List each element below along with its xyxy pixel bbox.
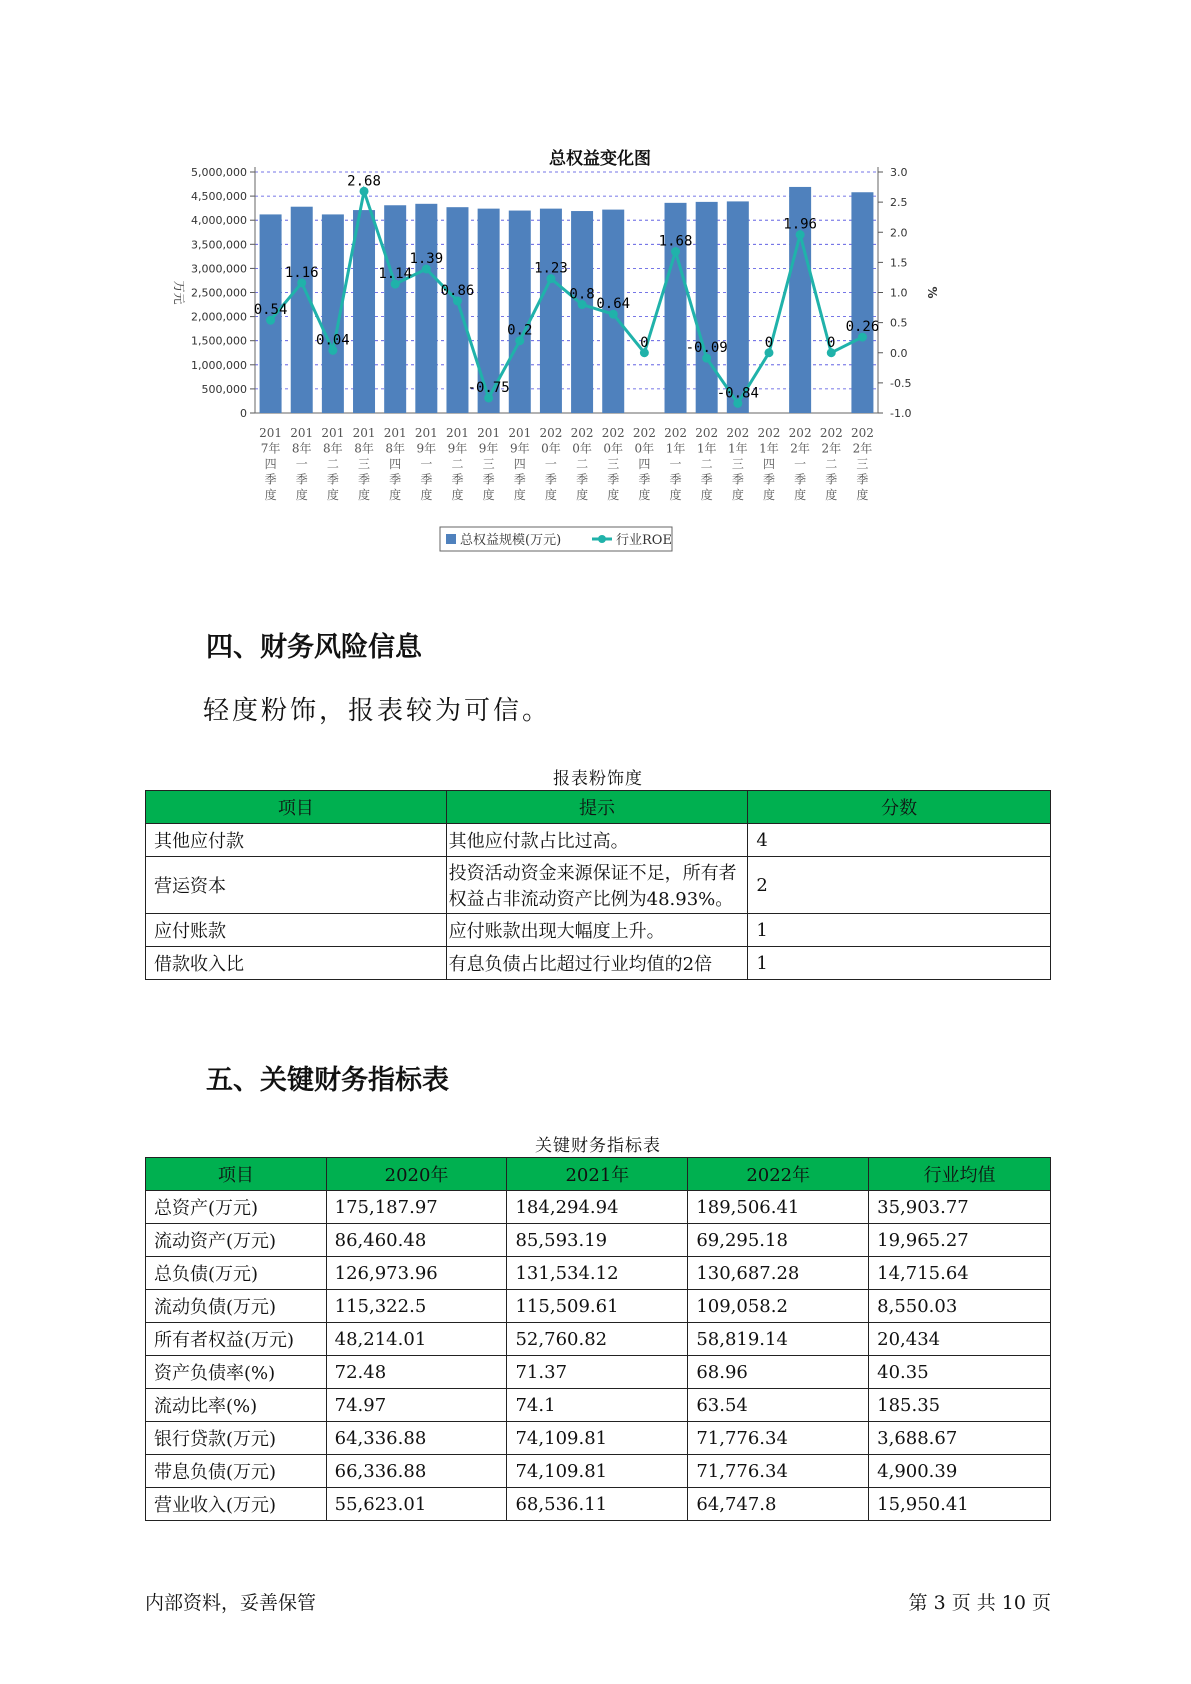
roe-data-label: 1.23	[534, 260, 568, 277]
bar	[446, 207, 468, 413]
indicator-value-cell: 109,058.2	[688, 1290, 869, 1323]
indicator-table	[145, 1157, 1051, 1521]
indicator-value-cell: 68,536.11	[507, 1488, 688, 1521]
roe-data-label: 0.64	[596, 296, 631, 313]
bar	[571, 211, 593, 413]
indicator-value-cell: 184,294.94	[507, 1191, 688, 1224]
roe-data-label: 0.04	[316, 332, 350, 349]
legend-line-label: 行业ROE	[616, 533, 672, 548]
x-tick-label: 201 8年三季度	[352, 426, 376, 502]
roe-data-label: 0	[827, 334, 836, 351]
y-tick-label: 2,000,000	[191, 310, 247, 324]
x-tick-label: 202 0年一季度	[539, 426, 563, 502]
header-item: 项目	[146, 791, 447, 824]
risk-score-cell: 4	[748, 824, 1051, 857]
x-tick-label: 202 2年一季度	[788, 426, 812, 502]
y-tick-label: 3,000,000	[191, 262, 247, 276]
risk-table-header	[146, 791, 1051, 824]
risk-item-cell: 借款收入比	[146, 947, 447, 980]
roe-data-label: 0.8	[569, 286, 595, 303]
risk-item-cell: 应付账款	[146, 914, 447, 947]
table-row	[146, 1488, 1051, 1521]
y-tick-label: 1,000,000	[191, 358, 247, 372]
indicator-value-cell: 131,534.12	[507, 1257, 688, 1290]
indicator-value-cell: 64,747.8	[688, 1488, 869, 1521]
indicator-name-cell: 流动资产(万元)	[146, 1224, 327, 1257]
y-tick-label: 5,000,000	[191, 166, 247, 179]
indicator-name-cell: 带息负债(万元)	[146, 1455, 327, 1488]
indicator-value-cell: 20,434	[869, 1323, 1051, 1356]
risk-score-cell: 2	[748, 857, 1051, 914]
bar	[415, 204, 437, 413]
y-tick-label: 1,500,000	[191, 334, 247, 348]
y-tick-label: 2,500,000	[191, 286, 247, 300]
risk-item-cell: 其他应付款	[146, 824, 447, 857]
roe-data-label: 0	[640, 334, 649, 351]
table-row	[146, 1323, 1051, 1356]
y-tick-label: 4,500,000	[191, 190, 247, 204]
table-row	[146, 947, 1051, 980]
y-tick-label: 4,000,000	[191, 214, 247, 228]
indicator-value-cell: 71,776.34	[688, 1422, 869, 1455]
roe-data-label: 0.86	[440, 282, 475, 299]
table-row	[146, 857, 1051, 914]
risk-hint-cell: 投资活动资金来源保证不足，所有者权益占非流动资产比例为48.93%。	[446, 857, 748, 914]
chart-svg	[150, 130, 1050, 600]
table-row	[146, 1455, 1051, 1488]
indicator-value-cell: 63.54	[688, 1389, 869, 1422]
risk-table-caption: 报表粉饰度	[553, 769, 643, 789]
roe-data-label: 1.96	[783, 216, 817, 233]
y2-tick-label: 2.0	[890, 226, 908, 240]
y-tick-label: 3,500,000	[191, 238, 247, 252]
chart-title: 总权益变化图	[549, 149, 651, 169]
roe-data-label: 0.26	[845, 319, 880, 336]
x-tick-label: 202 2年三季度	[850, 426, 874, 502]
roe-data-label: 0.2	[507, 322, 533, 339]
x-tick-label: 201 7年四季度	[259, 426, 283, 502]
y2-tick-label: -1.0	[890, 407, 912, 420]
x-tick-label: 202 1年二季度	[695, 426, 719, 502]
indicator-value-cell: 175,187.97	[326, 1191, 507, 1224]
indicator-value-cell: 66,336.88	[326, 1455, 507, 1488]
indicator-value-cell: 74,109.81	[507, 1455, 688, 1488]
x-tick-label: 201 8年二季度	[321, 426, 345, 502]
bar	[384, 205, 406, 413]
x-tick-label: 201 8年一季度	[290, 426, 314, 502]
roe-data-label: 1.14	[378, 266, 413, 283]
y-tick-label: 500,000	[201, 382, 247, 396]
indicator-value-cell: 71.37	[507, 1356, 688, 1389]
x-tick-label: 201 9年四季度	[508, 426, 532, 502]
table-row	[146, 1191, 1051, 1224]
bar	[540, 209, 562, 413]
x-tick-label: 201 8年四季度	[383, 426, 407, 502]
x-tick-label: 202 2年二季度	[819, 426, 843, 502]
x-tick-label: 201 9年一季度	[414, 426, 438, 502]
bar	[851, 192, 873, 413]
indicator-name-cell: 资产负债率(%)	[146, 1356, 327, 1389]
indicator-header-cell: 行业均值	[869, 1158, 1051, 1191]
indicator-name-cell: 营业收入(万元)	[146, 1488, 327, 1521]
y2-tick-label: 2.5	[890, 196, 908, 210]
table-row	[146, 914, 1051, 947]
x-tick-label: 201 9年二季度	[446, 426, 469, 502]
risk-table	[145, 790, 1051, 980]
indicator-value-cell: 189,506.41	[688, 1191, 869, 1224]
risk-hint-cell: 其他应付款占比过高。	[446, 824, 748, 857]
risk-score-cell: 1	[748, 947, 1051, 980]
legend-bar-swatch	[446, 534, 456, 544]
x-tick-label: 202 1年一季度	[664, 426, 687, 502]
indicator-value-cell: 55,623.01	[326, 1488, 507, 1521]
indicator-value-cell: 35,903.77	[869, 1191, 1051, 1224]
roe-data-label: 1.68	[658, 233, 693, 250]
roe-data-label: -0.84	[716, 385, 759, 402]
footer-confidential: 内部资料，妥善保管	[145, 1592, 317, 1614]
y2-tick-label: 1.5	[890, 256, 908, 270]
indicator-value-cell: 40.35	[869, 1356, 1051, 1389]
indicator-header-cell: 2021年	[507, 1158, 688, 1191]
roe-data-label: 2.68	[347, 173, 381, 190]
risk-summary: 轻度粉饰，报表较为可信。	[203, 696, 552, 726]
indicator-name-cell: 流动负债(万元)	[146, 1290, 327, 1323]
indicator-value-cell: 72.48	[326, 1356, 507, 1389]
indicator-value-cell: 115,509.61	[507, 1290, 688, 1323]
table-row	[146, 1257, 1051, 1290]
y2-tick-label: 3.0	[890, 166, 908, 179]
bar	[727, 201, 749, 413]
indicator-header-cell: 2020年	[326, 1158, 507, 1191]
y2-tick-label: -0.5	[890, 376, 912, 390]
indicator-value-cell: 15,950.41	[869, 1488, 1051, 1521]
indicator-value-cell: 64,336.88	[326, 1422, 507, 1455]
roe-data-label: 1.16	[284, 264, 319, 281]
indicator-value-cell: 115,322.5	[326, 1290, 507, 1323]
bar	[353, 210, 375, 413]
indicator-table-header	[146, 1158, 1051, 1191]
x-tick-label: 201 9年三季度	[477, 426, 501, 502]
bar	[509, 211, 531, 413]
y2-tick-label: 0.5	[890, 316, 908, 330]
bar	[291, 207, 313, 413]
indicator-value-cell: 185.35	[869, 1389, 1051, 1422]
roe-data-label: -0.09	[685, 340, 728, 357]
bar	[696, 202, 718, 413]
x-tick-label: 202 0年二季度	[570, 426, 594, 502]
header-hint: 提示	[446, 791, 748, 824]
indicator-value-cell: 8,550.03	[869, 1290, 1051, 1323]
indicator-value-cell: 74.1	[507, 1389, 688, 1422]
indicator-value-cell: 4,900.39	[869, 1455, 1051, 1488]
indicator-value-cell: 3,688.67	[869, 1422, 1051, 1455]
risk-hint-cell: 应付账款出现大幅度上升。	[446, 914, 748, 947]
roe-data-label: -0.75	[467, 379, 510, 396]
risk-hint-cell: 有息负债占比超过行业均值的2倍	[446, 947, 748, 980]
section-5-heading: 五、关键财务指标表	[206, 1065, 449, 1096]
indicator-value-cell: 130,687.28	[688, 1257, 869, 1290]
indicator-value-cell: 52,760.82	[507, 1323, 688, 1356]
indicator-value-cell: 58,819.14	[688, 1323, 869, 1356]
y2-tick-label: 0.0	[890, 346, 908, 360]
table-row	[146, 824, 1051, 857]
y2-tick-label: 1.0	[890, 286, 908, 300]
table-row	[146, 1422, 1051, 1455]
indicator-value-cell: 71,776.34	[688, 1455, 869, 1488]
y2-axis-label: %	[925, 286, 939, 299]
indicator-value-cell: 86,460.48	[326, 1224, 507, 1257]
indicator-value-cell: 19,965.27	[869, 1224, 1051, 1257]
indicator-value-cell: 48,214.01	[326, 1323, 507, 1356]
indicator-value-cell: 126,973.96	[326, 1257, 507, 1290]
indicator-name-cell: 总负债(万元)	[146, 1257, 327, 1290]
indicator-value-cell: 68.96	[688, 1356, 869, 1389]
indicator-value-cell: 74,109.81	[507, 1422, 688, 1455]
roe-data-label: 0.54	[253, 302, 288, 319]
legend-line-marker	[598, 535, 606, 543]
table-row	[146, 1290, 1051, 1323]
indicator-table-caption: 关键财务指标表	[535, 1136, 661, 1156]
indicator-name-cell: 总资产(万元)	[146, 1191, 327, 1224]
indicator-header-cell: 2022年	[688, 1158, 869, 1191]
risk-score-cell: 1	[748, 914, 1051, 947]
indicator-name-cell: 银行贷款(万元)	[146, 1422, 327, 1455]
header-score: 分数	[748, 791, 1051, 824]
indicator-value-cell: 85,593.19	[507, 1224, 688, 1257]
table-row	[146, 1356, 1051, 1389]
indicator-name-cell: 所有者权益(万元)	[146, 1323, 327, 1356]
x-tick-label: 202 1年三季度	[726, 426, 750, 502]
table-row	[146, 1389, 1051, 1422]
roe-data-label: 0	[764, 334, 774, 351]
footer-page-number: 第 3 页 共 10 页	[908, 1592, 1051, 1614]
indicator-name-cell: 流动比率(%)	[146, 1389, 327, 1422]
risk-item-cell: 营运资本	[146, 857, 447, 914]
legend-bar-label: 总权益规模(万元)	[460, 533, 562, 548]
y-axis-label: 万元	[172, 280, 186, 305]
table-row	[146, 1224, 1051, 1257]
indicator-value-cell: 69,295.18	[688, 1224, 869, 1257]
indicator-value-cell: 74.97	[326, 1389, 507, 1422]
x-tick-label: 202 0年四季度	[632, 426, 656, 502]
x-tick-label: 202 0年三季度	[601, 426, 625, 502]
indicator-value-cell: 14,715.64	[869, 1257, 1051, 1290]
roe-data-label: 1.39	[409, 251, 444, 268]
equity-chart	[150, 130, 1050, 600]
indicator-header-cell: 项目	[146, 1158, 327, 1191]
x-tick-label: 202 1年四季度	[757, 426, 781, 502]
y-tick-label: 0	[240, 407, 247, 420]
section-4-heading: 四、财务风险信息	[206, 632, 422, 663]
